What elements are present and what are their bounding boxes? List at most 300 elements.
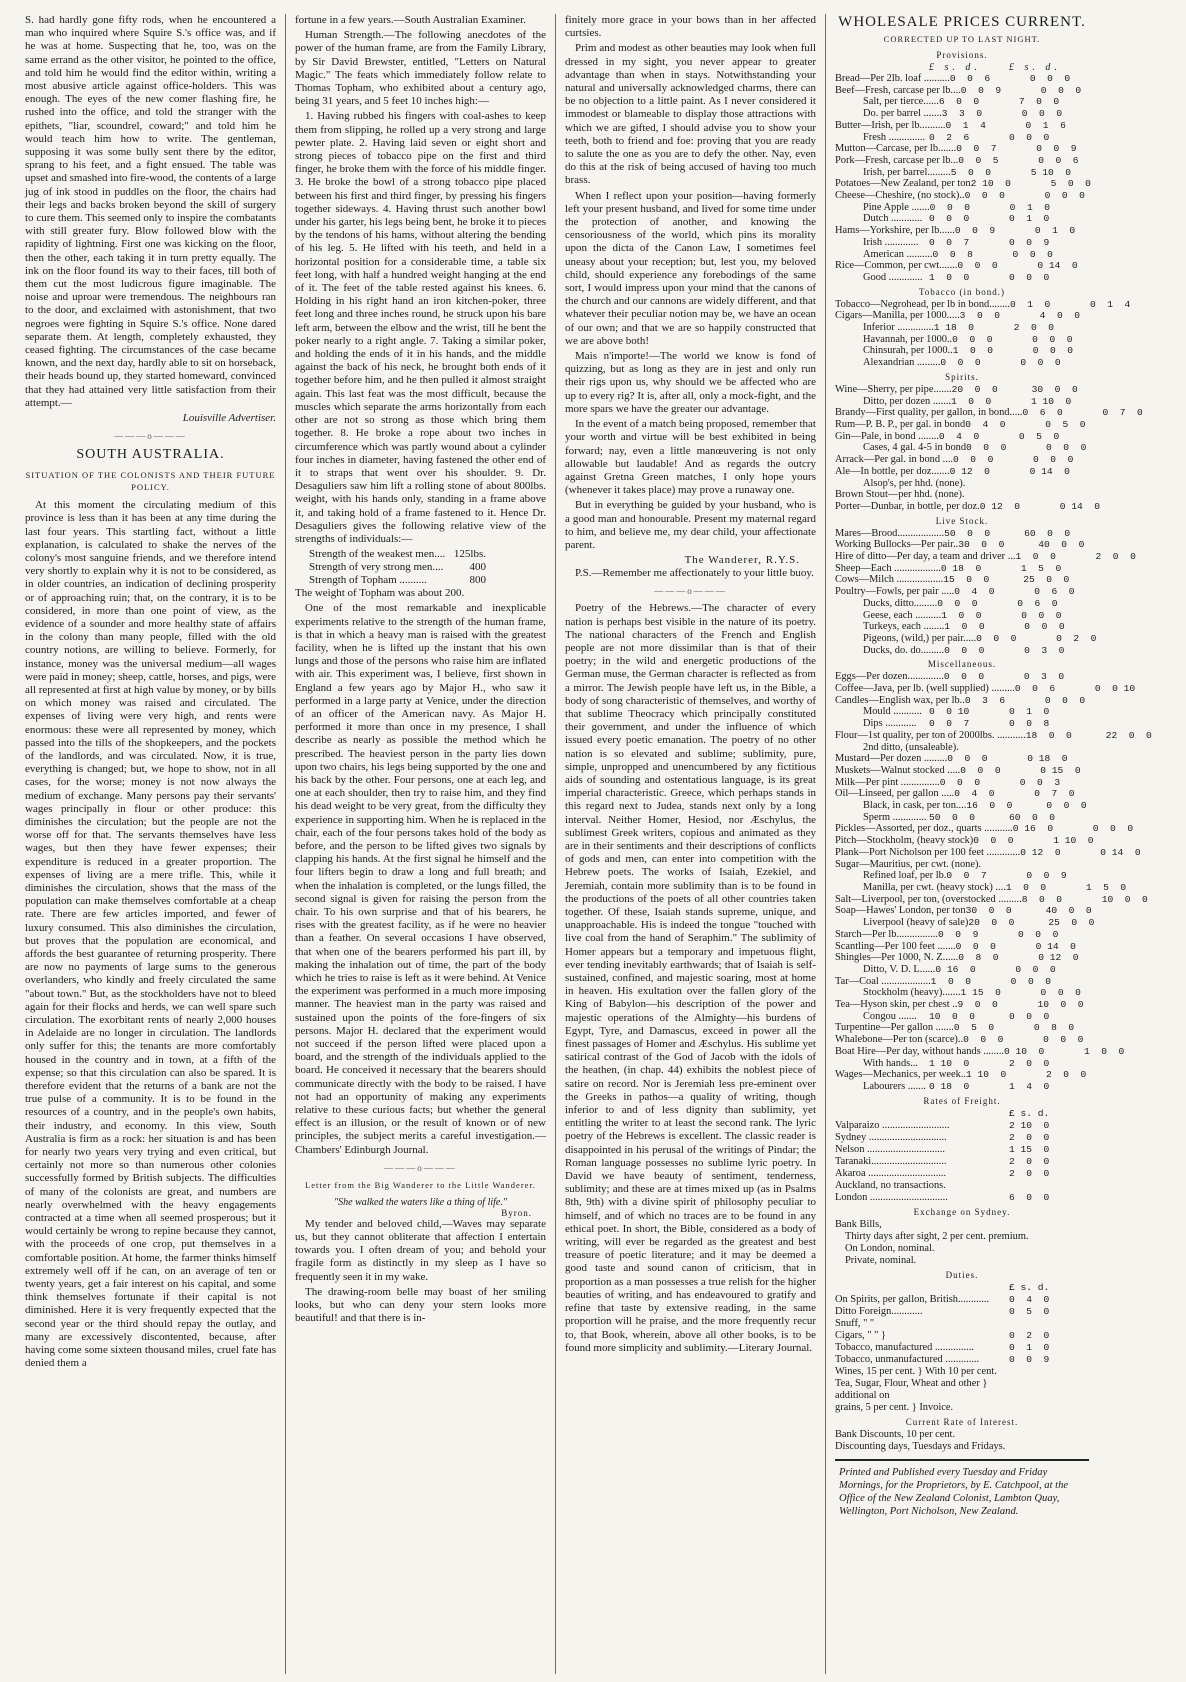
duty-item: grains, 5 per cent. } Invoice. [835, 1401, 954, 1413]
price-low: 0 18 0 [929, 1080, 970, 1092]
price-row [835, 835, 1094, 847]
price-high: 0 0 0 [1040, 987, 1081, 999]
price-high: 0 1 4 [1090, 298, 1131, 310]
price-item-label: Good ............. [863, 271, 923, 283]
price-item-label: Starch—Per lb................ [835, 928, 939, 940]
price-high: 2 0 0 [1095, 551, 1136, 563]
price-item-label: Do. per barrel ....... [863, 108, 942, 120]
price-item-label: Chinsurah, per 1000.. [863, 345, 953, 357]
price-high: 0 0 0 [1009, 1010, 1050, 1022]
price-row [835, 202, 1089, 214]
price-low [965, 489, 1045, 501]
price-item-label: Alsop's, per hhd. (none). [863, 477, 966, 489]
price-high: 40 0 0 [1038, 539, 1085, 551]
price-row [835, 765, 1089, 777]
price-low: 50 0 0 [929, 811, 976, 823]
letter-paragraph: In the event of a match being proposed, remember that your worth and virtue will be best exhibited in being forward; nay, even a little manœuvering is not only allowable but laudable! And as regards the outcry against Gretna Green matches, I only hope yours (whenever it takes place) may prove a runaway one. [565, 418, 816, 497]
price-high: 0 0 0 [1033, 454, 1074, 466]
price-low: 2 10 0 [970, 178, 1011, 190]
freight-row [835, 1168, 1089, 1180]
price-low: 0 0 0 [955, 940, 996, 952]
price-low: 0 1 4 [945, 119, 986, 131]
price-item-label: Mould ........... [863, 706, 922, 718]
price-row [835, 345, 1089, 357]
price-row [835, 1045, 1125, 1058]
price-item-label: Beef—Fresh, carcase per lb.... [835, 84, 961, 96]
price-row [835, 964, 1089, 976]
price-row [835, 753, 1089, 765]
price-high: 0 1 0 [1034, 225, 1076, 237]
price-high: 0 0 0 [1044, 694, 1086, 706]
price-low: 0 0 6 [949, 73, 991, 84]
price-item-label: Ditto, per dozen ....... [863, 395, 952, 407]
price-low: 0 0 0 [944, 644, 985, 656]
article-paragraph: 1. Having rubbed his fingers with coal-ashes to keep them from slipping, he rolled up a very strong and large pewter plate. 2. Having laid seven or eight short and strong pieces of tobacco pipe on the first and third finger, he broke them with the force of his middle finger. 3. He broke the bowl of a strong tobacco pipe placed between his first and third finger, by pressing his fingers together sideways. 4. Having thrust such another bowl under his garter, his legs being bent, he broke it to pieces by the tendons of his hams, without altering the bending of his leg. 5. He lifted with his teeth, and held in a horizontal position for a considerable time, a table six feet long, with half a hundred weight hanging at the end of it. The feet of the table rested against his knees. 6. Holding in his right hand an iron kitchen-poker, three feet long and three inches round, he struck upon his bare left arm, between the elbow and the wrist, till he bent the poker nearly to a right angle. 7. Taking a similar poker, and holding the ends of it in his hands, and the middle against the back of his neck, he brought both ends of it together before him, and he then pulled it almost straight again. This last feat was the most difficult, because the muscles which separate the arms horizontally from each other are not so strong as those which bring them together. 8. He broke a rope about two inches in circumference which was partly wound about a cylinder four inches in diameter, having fastened the other end of it to straps that went over his shoulder. 9. Dr. Desaguliers saw him lift a rolling stone of about 800lbs. weight, with his hands only, standing in a frame above it, and taking hold of a frame fastened to it. Hence Dr. Desaguliers gives the following relative view of the strengths of individuals:— [295, 110, 546, 545]
price-high: 0 0 0 [1009, 131, 1050, 143]
price-high: 0 0 0 [1046, 800, 1087, 812]
price-sections [835, 50, 1152, 1093]
price-row [835, 563, 1089, 575]
price-row [835, 190, 1089, 202]
price-row [835, 610, 1089, 622]
price-item-label: Potatoes—New Zealand, per ton [835, 178, 971, 190]
price-row [835, 419, 1089, 431]
price-high: 0 6 0 [1017, 597, 1058, 609]
price-item-label: Liverpool (heavy of sale) [863, 917, 969, 929]
strength-note: The weight of Topham was about 200. [295, 587, 465, 600]
strength-label: Strength of the weakest men.... [309, 548, 446, 561]
price-item-label: Milk—Per pint ............... [835, 776, 940, 788]
price-low: 15 0 0 [943, 574, 990, 586]
price-low: 0 0 7 [929, 236, 970, 248]
price-low: 0 0 9 [960, 84, 1002, 96]
letter-epigraph: "She walked the waters like a thing of life." [333, 1196, 508, 1208]
price-high: 0 0 0 [1010, 975, 1051, 987]
section-divider: ———o——— [384, 1162, 457, 1173]
price-row [835, 987, 1089, 999]
price-high: 5 10 0 [1030, 166, 1072, 178]
price-row [835, 396, 1089, 408]
exchange-line: Private, nominal. [845, 1254, 917, 1266]
price-low: 3 0 0 [959, 310, 1000, 322]
price-row [835, 941, 1089, 953]
price-row [835, 976, 1089, 988]
price-item-label: Ditto, V. D. L...... [863, 963, 936, 975]
price-row [835, 671, 1089, 683]
price-row [835, 120, 1089, 132]
price-row [835, 882, 1127, 894]
price-low: 1 15 0 [960, 987, 1001, 999]
price-high: 0 14 0 [1100, 846, 1141, 858]
price-row [835, 85, 1089, 97]
price-high: 7 0 0 [1018, 96, 1060, 108]
duty-row [835, 1342, 1089, 1354]
letter-epigraph-author: Byron. [501, 1207, 532, 1218]
price-low: 0 0 9 [938, 928, 979, 940]
freight-rate: 6 0 0 [1009, 1191, 1050, 1203]
price-low: 1 0 0 [1015, 551, 1056, 563]
price-row [835, 310, 1089, 322]
price-high: 1 10 0 [1053, 835, 1094, 847]
price-item-label: Butter—Irish, per lb.......... [835, 119, 946, 131]
price-low: 1 10 0 [929, 1057, 970, 1069]
price-low: 0 16 0 [935, 963, 976, 975]
exchange-line: On London, nominal. [845, 1242, 935, 1254]
price-high: 0 0 9 [1036, 143, 1077, 155]
price-item-label: Tar—Coal ................... [835, 975, 931, 987]
freight-destination: Akaroa .............................. [835, 1167, 947, 1179]
column-2 [286, 14, 555, 1674]
price-row [835, 742, 1089, 754]
price-row [835, 73, 1089, 85]
article-paragraph: At this moment the circulating medium of this province is less than it has been at any time during the last four years. This startling fact, without a little explanation, is calculated to shake the nerves of the colony's most sanguine friends, and we therefore intend very shortly to explain why it is not to be considered, as in older countries, an indication of declining prosperity or of approaching ruin; that, on the contrary, it is to be considered, in more than one point of view, as the evidence of a sounder and more healthy state of affairs in the colony than many people, filled with the old country notions, are willing to believe. Formerly, for instance, money was the universal medium—all wages were paid in money; sheep, cattle, horses, and pigs, were all represented at first at high value by money, or by bills on which money was raised and circulated. The expenses of living were very high, and rents were enormous: these were all represented by money, which passed into the tills of the shopkeepers, and the pockets of the landlords, and was circulated. Now, it is true, everything is changed; but, we hope to show, not in all cases, for the worse; money is not now always the medium of exchange. Many persons pay their servants' wages principally in flour or other produce: this diminishes the circulation; but the people are not the worse off for that. The servants themselves have less wages, but then they have fewer expenses; their expenditure is reduced in a greater proportion. The expenses of living are a mere trifle. This, while it diminishes the circulation, shows that the mass of the population can make themselves comfortable at a cheap rate. There are few articles imported, and fewer of luxury consumed. This also diminishes the circulation, but proves that the population are economical, and affords the best guarantee of returning prosperity. There are now no payments of large sums to the generous overlanders, who kindly and freely circulated the same "about town." But, as the stockholders have not to bleed again for their flocks and herds, we can well spare such circulation. The exorbitant rents of nearly 2,000 houses in Adelaide are no longer in circulation. The landlords only suffer for this; the tenants are more comfortably housed in the country and in town, at a fifth of the expense; so that this circulation can also be spared. It is therefore evident that the returns of a bank are not the true pulse of a community. It is to be found in the resources of a country, and in the people's own habits, their industry, and economy. In this view, South Australia is firm as a rock: her situation is and has been for nearly two years very trying and even critical, but certainly not more so than numerous other colonies successfully formed by British subjects. The difficulties of many of the colonists are great, and numbers are nearly overwhelmed with the heavy engagements contracted at a time when all seemed prosperous; but it would certainly be wrong to repine because they cannot, with the proceeds of one crop, put themselves in a comfortable position. At home, the farmer thinks himself extremely well off if he can, on an average of ten or twenty years, get a fair interest on his capital, and some think themselves fortunate if their capital is not diminished. Here it is very frequently expected that the second year or the third should repay the outlay, and many are excessively discontented, because, after having come some sixteen thousand miles, cruel fate has denied them a [25, 499, 276, 1370]
price-item-label: Boat Hire—Per day, without hands ........ [835, 1045, 1005, 1057]
strength-row [295, 548, 546, 561]
price-low: 0 0 0 [937, 597, 978, 609]
price-row [835, 621, 1089, 633]
price-high: 0 18 0 [1027, 753, 1068, 765]
price-high: 0 1 0 [1009, 706, 1050, 718]
prices-subtitle: CORRECTED UP TO LAST NIGHT. [883, 34, 1041, 44]
price-high [1039, 742, 1119, 754]
price-row [835, 645, 1089, 657]
price-low: 1 18 0 [933, 322, 975, 334]
price-row [835, 178, 1089, 190]
freight-row [835, 1144, 1089, 1156]
price-high: 0 5 0 [1018, 430, 1060, 442]
exchange-rows [835, 1219, 1089, 1267]
price-low: 0 10 0 [1004, 1045, 1045, 1057]
price-high: 60 0 0 [1024, 527, 1071, 539]
price-low: 0 0 0 [939, 776, 981, 788]
price-high: 0 12 0 [1038, 952, 1079, 964]
price-high: 0 5 0 [1045, 418, 1086, 430]
price-low: 0 4 0 [938, 430, 980, 442]
price-high [1045, 478, 1125, 490]
price-row [835, 489, 1089, 501]
price-low: 0 0 0 [953, 454, 994, 466]
price-item-label: Black, in cask, per ton.... [863, 800, 967, 812]
price-row [835, 800, 1089, 812]
intro-source: Louisville Advertiser. [182, 412, 276, 425]
price-low: 0 0 0 [966, 442, 1007, 454]
price-item-label: 2nd ditto, (unsaleable). [863, 741, 959, 753]
price-row [835, 777, 1089, 789]
price-low: 1 10 0 [966, 1069, 1007, 1081]
price-row [835, 551, 1136, 563]
strength-value: 125lbs. [453, 548, 486, 561]
price-item-label: Mustard—Per dozen ......... [835, 753, 948, 765]
price-item-label: Coffee—Java, per lb. (well supplied) ......... [835, 683, 1015, 695]
price-row [835, 167, 1089, 179]
price-row [835, 917, 1095, 929]
price-low: 0 0 0 [960, 764, 1001, 776]
price-high: 0 14 0 [1059, 500, 1101, 512]
price-row [835, 500, 1101, 513]
price-low: 0 0 7 [929, 718, 970, 730]
freight-rate: 2 0 0 [1009, 1155, 1050, 1167]
price-row [835, 96, 1089, 108]
price-high: 0 0 0 [1044, 190, 1085, 202]
price-low: 1 0 0 [944, 621, 985, 633]
price-item-label: Dips ............ [863, 718, 917, 730]
letter-title: Letter from the Big Wanderer to the Little Wanderer. [305, 1179, 536, 1190]
price-high: 10 0 0 [1101, 893, 1148, 905]
price-row [835, 574, 1089, 586]
price-item-label: Oil—Linseed, per gallon ..... [835, 788, 955, 800]
price-row [835, 1022, 1089, 1034]
price-item-label: With hands... [863, 1057, 918, 1069]
price-high: 0 0 0 [1012, 248, 1053, 260]
price-item-label: Turpentine—Per gallon ....... [835, 1022, 954, 1034]
price-row [835, 478, 1089, 490]
price-item-label: Porter—Dunbar, in bottle, per doz. [835, 500, 980, 512]
price-item-label: Ale—In bottle, per doz....... [835, 465, 950, 477]
price-item-label: Poultry—Fowls, per pair ..... [835, 586, 955, 598]
price-low [965, 478, 1045, 490]
duty-rate [1009, 1318, 1089, 1330]
price-item-label: Geese, each .......... [863, 609, 942, 621]
duty-item: Snuff, " " [835, 1317, 875, 1329]
price-item-label: Soap—Hawes' London, per ton [835, 905, 966, 917]
price-low: 9 0 0 [957, 999, 998, 1011]
price-low: 20 0 0 [968, 917, 1015, 929]
price-high: 0 0 0 [1009, 271, 1050, 283]
duty-row [835, 1294, 1089, 1306]
price-item-label: Inferior .............. [863, 322, 934, 334]
duty-rate: 0 4 0 [1009, 1293, 1050, 1305]
price-low: 30 0 0 [965, 905, 1012, 917]
price-row [835, 431, 1089, 443]
price-high: 1 5 0 [1020, 562, 1062, 574]
freight-row [835, 1156, 1089, 1168]
freight-rows [835, 1120, 1089, 1204]
exchange-title: Exchange on Sydney. [913, 1206, 1011, 1217]
price-row [835, 155, 1089, 167]
price-high: 0 0 0 [1015, 963, 1056, 975]
price-high: 0 6 0 [1034, 586, 1075, 598]
strength-row [295, 574, 546, 587]
price-high: 0 2 0 [1056, 632, 1097, 644]
price-row [835, 108, 1089, 120]
price-item-label: Hams—Yorkshire, per lb...... [835, 225, 955, 237]
price-low: 0 0 0 [940, 357, 981, 369]
price-high: 0 1 0 [1009, 201, 1050, 213]
price-item-label: Brandy—First quality, per gallon, in bond..... [835, 407, 1023, 419]
price-high: 0 0 10 [1094, 683, 1136, 695]
price-high: 0 1 0 [1009, 213, 1050, 225]
freight-rate: 2 0 0 [1009, 1167, 1050, 1179]
price-low: 0 0 10 [929, 706, 970, 718]
price-high: 5 0 0 [1050, 178, 1091, 190]
price-low: 0 0 9 [954, 225, 996, 237]
price-low: 0 0 0 [976, 632, 1017, 644]
price-item-label: Mares—Brood.................. [835, 527, 945, 539]
price-item-label: Pine Apple ....... [863, 201, 930, 213]
price-row [835, 237, 1089, 249]
price-high: 0 0 3 [1019, 776, 1061, 788]
price-low: 1 0 0 [952, 345, 994, 357]
price-high: 25 0 0 [1023, 574, 1070, 586]
price-row [835, 729, 1152, 742]
price-row [835, 695, 1089, 707]
price-low: 0 0 8 [932, 248, 973, 260]
price-high: 2 0 0 [1046, 1069, 1087, 1081]
price-item-label: Pork—Fresh, carcase per lb... [835, 154, 959, 166]
price-low: 5 0 0 [950, 166, 992, 178]
price-row [835, 1034, 1089, 1046]
letter-paragraph: Mais n'importe!—The world we know is fond of quizzing, but as long as they are in jest and only run their rigs upon us, why should we be affected who are up to every rig? It is, after all, only a mock-fight, and the more spars we have the greater our advantage. [565, 350, 816, 415]
price-item-label: Scantling—Per 100 feet ....... [835, 940, 956, 952]
price-high: 0 0 0 [1029, 73, 1071, 84]
duty-rate [1009, 1378, 1089, 1402]
price-row [835, 1058, 1089, 1070]
freight-destination: Nelson .............................. [835, 1143, 945, 1155]
price-row [835, 929, 1089, 941]
price-item-label: Salt, per tierce...... [863, 96, 939, 108]
price-low: 0 0 6 [1014, 683, 1056, 695]
price-low: 0 0 0 [929, 213, 970, 225]
price-high: 0 0 0 [1032, 345, 1074, 357]
letter-paragraph: Prim and modest as other beauties may look when full dressed in my sight, you never appear to greater advantage than when in stays. Notwithstanding your natural and universally acknowledged charms, there can be no objection to a little paint. As I never considered it immodest or blameable to display those attractions with which we are gifted, I should advise you to show your teeth, both to friend and foe: proving that you are ready to salute the one as you are to defy the other. Nay, even do this at the risk of being accused of having too much brass. [565, 42, 816, 187]
price-high: 0 0 0 [1092, 823, 1134, 835]
price-high: 0 0 0 [1021, 609, 1062, 621]
duty-row [835, 1330, 1089, 1342]
price-row [835, 249, 1089, 261]
article-continuation: fortune in a few years.—South Australian Examiner. [295, 14, 526, 26]
price-item-label: Stockholm (heavy)....... [863, 987, 961, 999]
duty-rate [1009, 1402, 1089, 1414]
price-low: 20 0 0 [951, 383, 998, 395]
price-low: 0 12 0 [979, 500, 1021, 512]
price-low: 0 0 0 [964, 190, 1005, 202]
price-item-label: Salt—Liverpool, per ton, (overstocked ......... [835, 893, 1022, 905]
price-item-label: Candles—English wax, per lb.. [835, 694, 965, 706]
duty-item: Wines, 15 per cent. } With 10 per cent. [835, 1365, 997, 1377]
price-low: 0 3 6 [964, 694, 1006, 706]
price-item-label: Eggs—Per dozen.............. [835, 671, 944, 683]
price-high: 30 0 0 [1031, 383, 1078, 395]
exchange-line: Thirty days after sight, 2 per cent. premium. [845, 1230, 1029, 1242]
interest-title: Current Rate of Interest. [905, 1416, 1019, 1427]
price-low: 0 12 0 [949, 465, 990, 477]
price-row [835, 893, 1148, 906]
duty-row [835, 1306, 1089, 1318]
price-item-label: Pigeons, (wild,) per pair..... [863, 632, 977, 644]
price-high: 0 14 0 [1029, 465, 1070, 477]
duty-row [835, 1402, 1089, 1414]
price-low: 50 0 0 [944, 527, 991, 539]
duty-item: On Spirits, per gallon, British............ [835, 1293, 990, 1305]
price-item-label: Working Bullocks—Per pair.. [835, 539, 959, 551]
price-section-title: Tobacco (in bond.) [918, 286, 1006, 297]
price-section-title: Provisions. [936, 50, 988, 60]
price-row [835, 539, 1089, 551]
price-low: 0 0 0 [947, 753, 988, 765]
price-low: 0 4 0 [965, 418, 1006, 430]
price-header: £ s. d. £ s. d. [929, 62, 1061, 73]
price-high: 0 3 0 [1023, 671, 1065, 683]
price-low: 0 4 0 [954, 586, 995, 598]
price-high: 4 0 0 [1039, 310, 1080, 322]
freight-row [835, 1192, 1089, 1204]
price-row [835, 298, 1131, 311]
price-item-label: Rum—P. B. P., per gal. in bond [835, 418, 966, 430]
price-row [835, 788, 1089, 800]
interest-line: Discounting days, Tuesdays and Fridays. [835, 1440, 1006, 1452]
price-row [835, 322, 1089, 334]
letter-paragraph: When I reflect upon your position—having formerly left your present husband, and lived for some time under the protection of another, and knowing the censoriousness of the world, which pins its morality upon the dicta of the Canon Law, I sometimes feel uneasy about your reception; but, lest you, my beloved child, should experience any forebodings of the same sort, I would impress upon your mind that the canons of the church and our cannons are widely different, and that whatever their peculiar notion may be, we have an ocean of our own; and that we are so happily constructed that we are above both! [565, 189, 816, 347]
column-3 [556, 14, 825, 1674]
price-low: 0 0 5 [958, 154, 999, 166]
price-item-label: Tea—Hyson skin, per chest .. [835, 999, 958, 1011]
price-item-label: Whalebone—Per ton (scarce).. [835, 1034, 964, 1046]
price-item-label: Irish, per barrel......... [863, 166, 951, 178]
price-item-label: Sperm ............. [863, 811, 927, 823]
price-row [835, 225, 1089, 237]
price-low: 1 0 0 [951, 395, 992, 407]
price-row [835, 718, 1089, 730]
price-item-label: Tobacco—Negrohead, per lb in bond........ [835, 298, 1010, 310]
duties-header: £ s. d. [1009, 1281, 1050, 1293]
price-high: 0 0 8 [1009, 718, 1050, 730]
price-high: 0 3 0 [1024, 644, 1065, 656]
price-low: 0 4 0 [954, 788, 995, 800]
strength-label: Strength of Topham .......... [309, 574, 427, 587]
price-low [959, 742, 1039, 754]
duty-row [835, 1354, 1089, 1366]
freight-rate: 1 15 0 [1009, 1143, 1050, 1155]
price-row [835, 632, 1097, 645]
duty-item: Tobacco, manufactured ............... [835, 1341, 974, 1353]
price-row [835, 586, 1089, 598]
price-low: 0 0 7 [956, 143, 997, 155]
price-row [835, 272, 1089, 284]
price-item-label: Manilla, per cwt. (heavy stock) .... [863, 882, 1006, 893]
price-high: 40 0 0 [1045, 905, 1092, 917]
price-high: 1 4 0 [1009, 1080, 1050, 1092]
price-section-title: Spirits. [945, 371, 979, 382]
price-item-label: Alexandrian ......... [863, 357, 941, 369]
price-item-label: Cases, 4 gal. 4-5 in bond [863, 442, 967, 454]
article-paragraph: Human Strength.—The following anecdotes of the power of the human frame, are from the Family Library, by Sir David Brewster, entitled, "Letters on Natural Magic." The feats which immediately follow relate to Thomas Topham, who exhibited about a century ago, being 31 years, and 5 feet 10 inches high:— [295, 29, 546, 108]
price-low: 0 0 0 [957, 260, 998, 272]
price-low: 0 12 0 [1020, 846, 1061, 858]
price-high: 0 7 0 [1102, 407, 1143, 419]
price-item-label: Dutch ............ [863, 213, 923, 225]
price-high: 0 0 0 [1032, 333, 1073, 345]
duty-rate: 0 5 0 [1009, 1305, 1050, 1317]
strength-value: 400 [469, 561, 486, 574]
freight-header: £ s. d. [1009, 1107, 1050, 1119]
price-row [835, 1081, 1089, 1093]
price-section-title: Miscellaneous. [927, 659, 997, 670]
price-item-label: Fresh .............. [863, 131, 926, 143]
price-row [835, 846, 1141, 859]
price-row [835, 454, 1089, 466]
price-low [981, 859, 1061, 871]
price-low: 18 0 0 [1025, 729, 1072, 741]
price-item-label: Arrack—Per gal. in bond .... [835, 454, 954, 466]
duty-rate: 0 1 0 [1009, 1341, 1050, 1353]
price-item-label: Havannah, per 1000.. [863, 333, 953, 345]
price-high: 0 15 0 [1040, 764, 1081, 776]
duty-row [835, 1366, 1089, 1378]
letter-paragraph: finitely more grace in your bows than in her affected curtsies. [565, 14, 816, 40]
price-row [835, 812, 1089, 824]
freight-row [835, 1180, 1089, 1192]
price-row [835, 143, 1089, 155]
